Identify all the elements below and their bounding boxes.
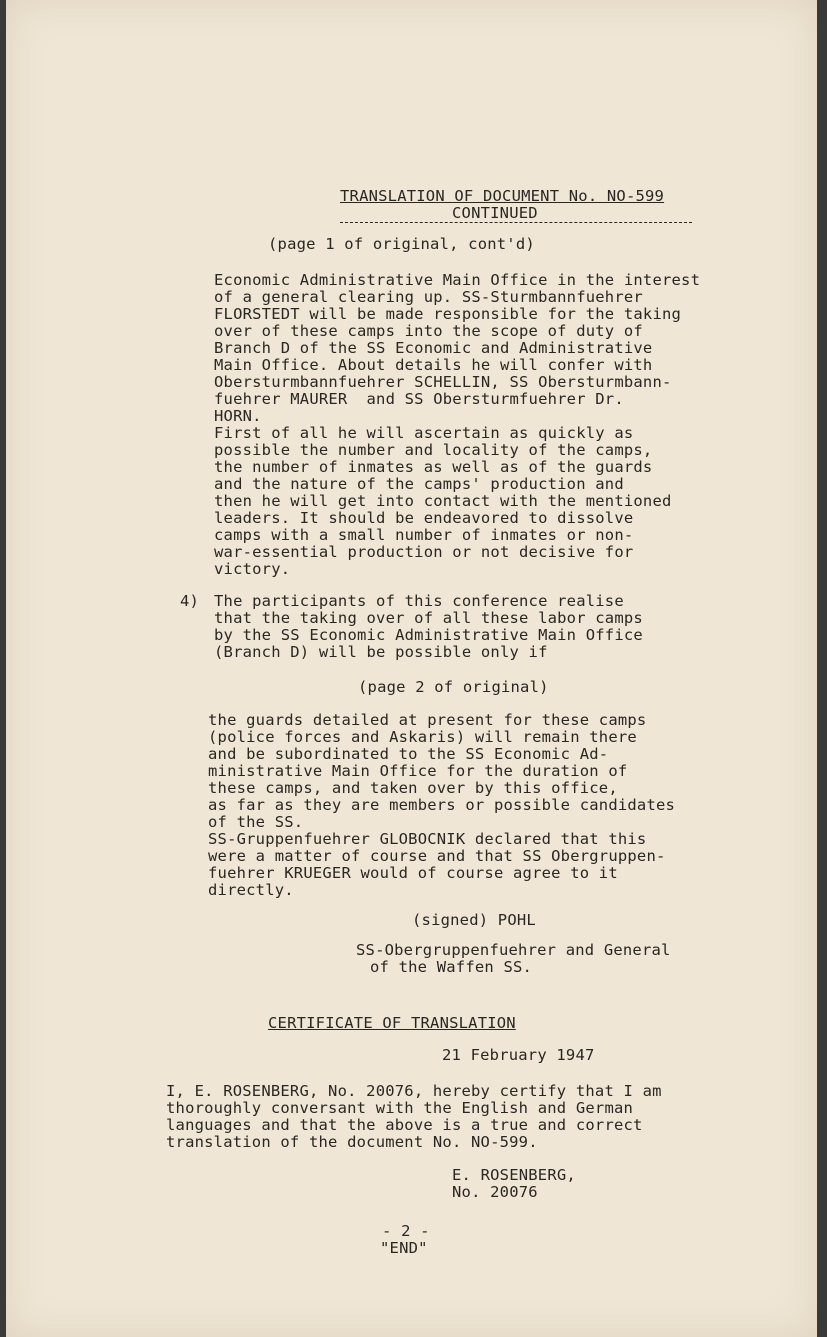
para3-line: these camps, and taken over by this office,: [208, 779, 618, 797]
para4-line: directly.: [208, 881, 294, 899]
item-number: 4): [180, 592, 200, 610]
para1-line: over of these camps into the scope of duty of: [214, 322, 643, 340]
para4-line: fuehrer KRUEGER would of course agree to it: [208, 864, 618, 882]
certificate-date: 21 February 1947: [442, 1046, 595, 1064]
para3-line: the guards detailed at present for these camps: [208, 711, 647, 729]
para2-line: and the nature of the camps' production and: [214, 475, 624, 493]
para2-line: victory.: [214, 560, 291, 578]
para2-line: then he will get into contact with the mentioned: [214, 492, 672, 510]
signature-rank: of the Waffen SS.: [370, 958, 533, 976]
document-page: [6, 0, 817, 1337]
certificate-line: languages and that the above is a true and correct: [166, 1116, 643, 1134]
signature-signed: (signed) POHL: [412, 911, 536, 929]
para1-line: fuehrer MAURER and SS Obersturmfuehrer Dr.: [214, 390, 624, 408]
para2-line: war-essential production or not decisive for: [214, 543, 634, 561]
translator-name: E. ROSENBERG,: [452, 1166, 576, 1184]
signature-rank: SS-Obergruppenfuehrer and General: [356, 941, 671, 959]
para1-line: Obersturmbannfuehrer SCHELLIN, SS Obersturmbann-: [214, 373, 672, 391]
para2-line: the number of inmates as well as of the guards: [214, 458, 653, 476]
para2-line: leaders. It should be endeavored to dissolve: [214, 509, 634, 527]
para4-line: were a matter of course and that SS Obergruppen-: [208, 847, 666, 865]
page-number: - 2 -: [382, 1222, 430, 1240]
para3-line: of the SS.: [208, 813, 304, 831]
page-marker-2: (page 2 of original): [358, 678, 549, 696]
certificate-line: I, E. ROSENBERG, No. 20076, hereby certify that I am: [166, 1082, 662, 1100]
para1-line: Branch D of the SS Economic and Administrative: [214, 339, 653, 357]
item4-line: The participants of this conference realise: [214, 592, 624, 610]
page-marker-1: (page 1 of original, cont'd): [268, 235, 535, 253]
title-rule: [340, 222, 692, 224]
para2-line: First of all he will ascertain as quickly as: [214, 424, 634, 442]
para3-line: as far as they are members or possible candidates: [208, 796, 676, 814]
document-title: TRANSLATION OF DOCUMENT No. NO-599: [340, 187, 665, 205]
item4-line: (Branch D) will be possible only if: [214, 643, 548, 661]
document-subtitle: CONTINUED: [452, 204, 538, 222]
item4-line: that the taking over of all these labor camps: [214, 609, 643, 627]
para1-line: Economic Administrative Main Office in the interest: [214, 271, 701, 289]
para3-line: and be subordinated to the SS Economic Ad-: [208, 745, 609, 763]
translator-number: No. 20076: [452, 1183, 538, 1201]
para1-line: Main Office. About details he will confer with: [214, 356, 653, 374]
item4-line: by the SS Economic Administrative Main Office: [214, 626, 643, 644]
certificate-heading: CERTIFICATE OF TRANSLATION: [268, 1014, 516, 1032]
end-mark: "END": [380, 1239, 428, 1257]
para1-line: of a general clearing up. SS-Sturmbannfuehrer: [214, 288, 643, 306]
para4-line: SS-Gruppenfuehrer GLOBOCNIK declared that this: [208, 830, 647, 848]
certificate-line: thoroughly conversant with the English and German: [166, 1099, 634, 1117]
para1-line: FLORSTEDT will be made responsible for the taking: [214, 305, 682, 323]
certificate-line: translation of the document No. NO-599.: [166, 1133, 538, 1151]
para2-line: possible the number and locality of the camps,: [214, 441, 653, 459]
para2-line: camps with a small number of inmates or non-: [214, 526, 634, 544]
para3-line: (police forces and Askaris) will remain there: [208, 728, 637, 746]
para3-line: ministrative Main Office for the duration of: [208, 762, 628, 780]
para1-line: HORN.: [214, 407, 262, 425]
